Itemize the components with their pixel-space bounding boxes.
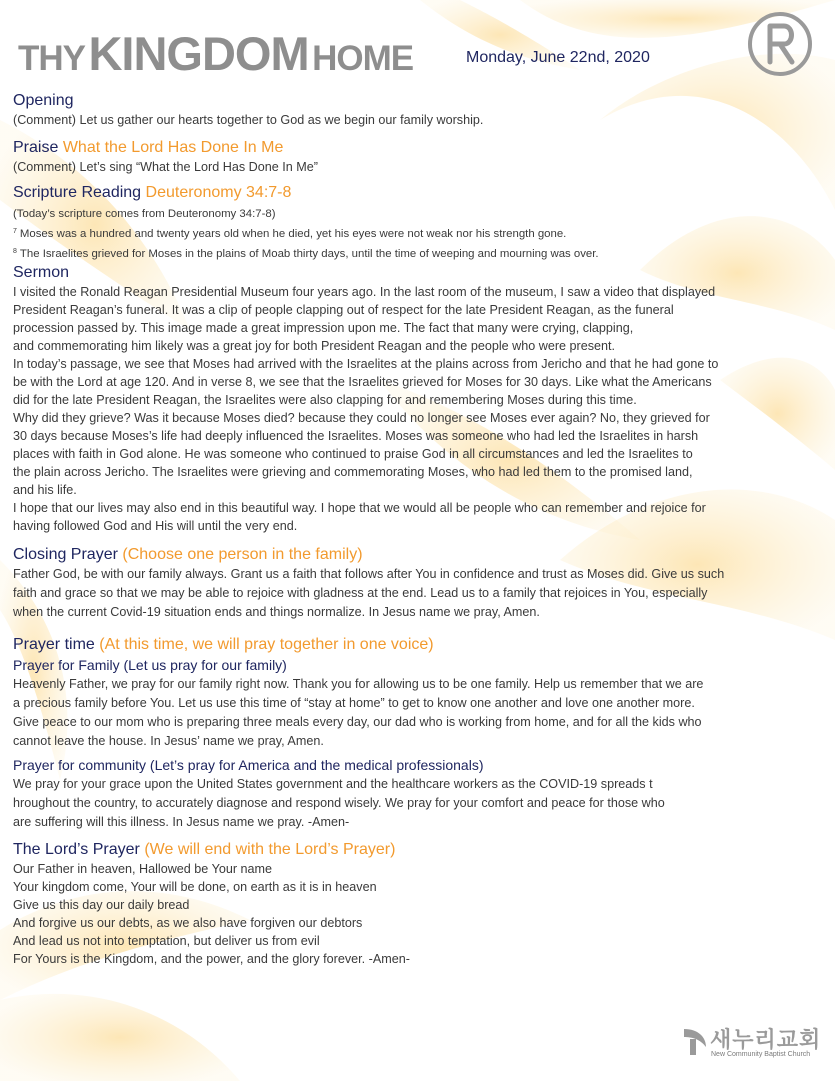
sermon-line: the plain across Jericho. The Israelites were grieving and commemorating Moses, who had led them to the promised land,	[13, 465, 693, 479]
page-title	[18, 26, 413, 81]
lords-prayer-line: And lead us not into temptation, but deliver us from evil	[13, 934, 320, 948]
family-prayer-line: Give peace to our mom who is preparing three meals every day, our dad who is working from home, and for all the kids who	[13, 715, 702, 729]
sermon-line: I hope that our lives may also end in this beautiful way. I hope that we would all be people who can remember and rejoice for	[13, 501, 706, 515]
praise-text: (Comment) Let’s sing “What the Lord Has Done In Me”	[13, 160, 318, 174]
scripture-intro: (Today’s scripture comes from Deuteronomy 34:7-8)	[13, 208, 276, 220]
sermon-line: procession passed by. This image made a great impression upon me. The fact that many were crying, clapping,	[13, 321, 634, 335]
verse-7	[13, 223, 825, 243]
lords-prayer-line: Your kingdom come, Your will be done, on earth as it is in heaven	[13, 880, 377, 894]
sermon-line: having followed God and His will until the very end.	[13, 519, 298, 533]
family-prayer-line: Heavenly Father, we pray for our family right now. Thank you for allowing us to be one family. Help us remember that we are	[13, 677, 704, 691]
sermon-line: 30 days because Moses’s life had deeply influenced the Israelites. Moses was someone who had led the Israelites in harsh	[13, 429, 699, 443]
church-name-english: New Community Baptist Church	[711, 1051, 811, 1058]
closing-prayer-section	[13, 545, 825, 622]
community-prayer-section	[13, 755, 825, 832]
praise-label: Praise	[13, 139, 59, 156]
sermon-line: places with faith in God alone. He was someone who continued to praise God in all circumstances and led the Israelites to	[13, 447, 693, 461]
scripture-section	[13, 183, 825, 263]
closing-prayer-label: Closing Prayer	[13, 546, 118, 563]
lords-prayer-section	[13, 840, 825, 968]
closing-prayer-heading	[13, 545, 825, 565]
family-prayer-heading: Prayer for Family (Let us pray for our family)	[13, 657, 287, 673]
opening-section	[13, 91, 825, 129]
community-prayer-line: We pray for your grace upon the United States government and the healthcare workers as the COVID-19 spreads t	[13, 777, 653, 791]
title-home: HOME	[312, 39, 414, 78]
sermon-line: and his life.	[13, 483, 77, 497]
scripture-heading	[13, 183, 825, 203]
title-kingdom: KINGDOM	[88, 27, 309, 80]
verse-number: 8	[13, 248, 17, 255]
family-prayer-line: a precious family before You. Let us use this time of “stay at home” to get to know one another and love one another more.	[13, 696, 695, 710]
lords-prayer-line: Give us this day our daily bread	[13, 898, 190, 912]
praise-section	[13, 138, 825, 176]
verse-number: 7	[13, 228, 17, 235]
sermon-body	[13, 283, 825, 535]
verse-text: The Israelites grieved for Moses in the plains of Moab thirty days, until the time of weeping and mourning was over.	[19, 248, 599, 260]
closing-prayer-line: faith and grace so that we may be able to rejoice with gladness at the end. Lead us to a family that rejoices in You, especially	[13, 586, 708, 600]
family-prayer-line: cannot leave the house. In Jesus’ name we pray, Amen.	[13, 734, 324, 748]
verse-text: Moses was a hundred and twenty years old when he died, yet his eyes were not weak nor his strength gone.	[19, 228, 567, 240]
prayer-time-note: (At this time, we will pray together in one voice)	[99, 636, 434, 653]
scripture-label: Scripture Reading	[13, 184, 142, 201]
community-prayer-heading: Prayer for community (Let’s pray for America and the medical professionals)	[13, 757, 484, 773]
lords-prayer-note: (We will end with the Lord’s Prayer)	[144, 841, 396, 858]
sermon-line: I visited the Ronald Reagan Presidential Museum four years ago. In the last room of the museum, I saw a video that displayed	[13, 285, 716, 299]
lords-prayer-line: Our Father in heaven, Hallowed be Your name	[13, 862, 273, 876]
lords-prayer-label: The Lord’s Prayer	[13, 841, 140, 858]
sermon-section	[13, 263, 825, 535]
praise-heading	[13, 138, 825, 158]
sermon-line: be with the Lord at age 120. And in verse 8, we see that the Israelites grieved for Moses for 30 days. Like what the Americans	[13, 375, 712, 389]
church-name-korean: 새누리교회	[710, 1027, 822, 1052]
church-symbol-icon	[680, 1025, 708, 1057]
prayer-time-section	[13, 635, 825, 751]
opening-text: (Comment) Let us gather our hearts together to God as we begin our family worship.	[13, 113, 484, 127]
closing-prayer-line: when the current Covid-19 situation ends and things normalize. In Jesus name we pray, Amen.	[13, 605, 540, 619]
date-label: Monday, June 22nd, 2020	[466, 49, 650, 66]
sermon-heading: Sermon	[13, 264, 70, 281]
title-thy: THY	[18, 39, 85, 78]
sermon-line: Why did they grieve? Was it because Moses died? because they could no longer see Moses ever again? No, they grieved for	[13, 411, 710, 425]
closing-prayer-line: Father God, be with our family always. Grant us a faith that follows after You in confidence and trust as Moses did. Give us such	[13, 567, 725, 581]
lords-prayer-line: And forgive us our debts, as we also have forgiven our debtors	[13, 916, 363, 930]
lords-prayer-line: For Yours is the Kingdom, and the power, and the glory forever. -Amen-	[13, 952, 410, 966]
verse-8	[13, 243, 825, 263]
opening-heading: Opening	[13, 92, 74, 109]
sermon-line: and commemorating him likely was a great joy for both President Reagan and the people who were present.	[13, 339, 616, 353]
closing-prayer-note: (Choose one person in the family)	[122, 546, 363, 563]
praise-song: What the Lord Has Done In Me	[62, 139, 284, 156]
community-prayer-line: are suffering will this illness. In Jesus name we pray. -Amen-	[13, 815, 350, 829]
church-r-logo-icon	[740, 4, 820, 84]
prayer-time-heading	[13, 635, 825, 655]
lords-prayer-heading	[13, 840, 825, 860]
sermon-line: In today’s passage, we see that Moses had arrived with the Israelites at the plains across from Jericho and that he had gone to	[13, 357, 719, 371]
sermon-line: did for the late President Reagan, the Israelites were also clapping for and remembering Moses during this time.	[13, 393, 637, 407]
sermon-line: President Reagan’s funeral. It was a clip of people clapping out of respect for the late President Reagan, as the funeral	[13, 303, 674, 317]
prayer-time-label: Prayer time	[13, 636, 95, 653]
scripture-reference: Deuteronomy 34:7-8	[145, 184, 292, 201]
community-prayer-line: hroughout the country, to accurately diagnose and respond wisely. We pray for your comfort and peace for those who	[13, 796, 665, 810]
